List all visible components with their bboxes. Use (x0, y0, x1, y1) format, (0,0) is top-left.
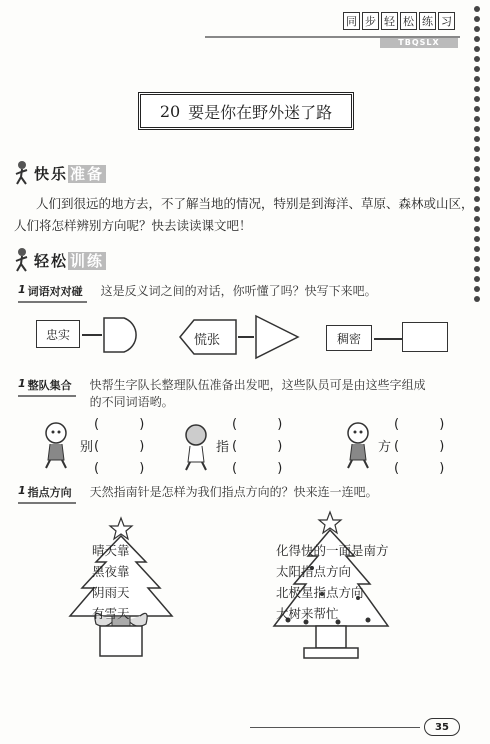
footer-rule (250, 727, 420, 728)
left-item-list (92, 540, 130, 624)
right-item[interactable]: 太阳指点方向 (276, 564, 352, 579)
header-sub-label: TBQSLX (380, 38, 458, 48)
answer-parens[interactable]: ( ) ( ) ( ) (394, 417, 463, 476)
q3-tag: 1 指点方向 (18, 484, 76, 504)
q1-tag: 1 词语对对碰 (18, 283, 87, 303)
answer-triangle[interactable] (254, 314, 300, 360)
section-label: 轻松 训练 (34, 251, 105, 270)
q2-header (18, 377, 426, 411)
series-char: 松 (400, 12, 417, 30)
left-item[interactable]: 晴天靠 (92, 543, 130, 558)
series-char: 轻 (381, 12, 398, 30)
answer-parens[interactable]: ( ) ( ) ( ) (94, 417, 163, 476)
lesson-number: 20 (159, 101, 181, 121)
word-box-zhongshi: 忠实 (36, 320, 80, 348)
answer-parens[interactable]: ( ) ( ) ( ) (232, 417, 301, 476)
q1-header (18, 283, 377, 303)
kid-figure-icon (180, 422, 212, 472)
char-bie: 别 (80, 440, 94, 455)
char-zhi: 指 (216, 440, 230, 455)
left-item[interactable]: 黑夜靠 (92, 564, 130, 579)
running-kid-icon (14, 247, 30, 273)
word-huangzhang: 慌张 (194, 333, 221, 348)
left-item[interactable]: 有雪天 (92, 606, 130, 621)
spiral-binding (470, 6, 484, 306)
q2-instructions: 快帮生字队长整理队伍准备出发吧，这些队员可是由这些字组成 的不同词语哟。 (89, 378, 426, 409)
q3-header (18, 484, 378, 504)
left-item[interactable]: 阴雨天 (92, 585, 130, 600)
section-label: 快乐 准备 (34, 164, 105, 183)
dash (238, 336, 254, 338)
series-char: 步 (362, 12, 379, 30)
section-easy-training (14, 247, 106, 273)
lesson-title (138, 92, 354, 130)
lesson-title-text: 要是你在野外迷了路 (188, 102, 333, 122)
q2-tag: 1 整队集合 (18, 377, 76, 397)
answer-box[interactable] (402, 322, 448, 352)
word-box-choumi: 稠密 (326, 325, 372, 351)
series-char: 练 (419, 12, 436, 30)
kid-figure-icon (40, 420, 72, 470)
right-item-list (276, 540, 389, 624)
section-happy-prep (14, 160, 106, 186)
q3-instructions: 天然指南针是怎样为我们指点方向的？快来连一连吧。 (89, 485, 378, 499)
dash (374, 338, 402, 340)
right-item[interactable]: 大树来帮忙 (276, 606, 339, 621)
right-item[interactable]: 化得快的一面是南方 (276, 543, 389, 558)
intro-paragraph: 人们到很远的地方去，不了解当地的情况，特别是到海洋、草原、森林或山区，人们将怎样辨别方向呢？快去读读课文吧！ (14, 196, 474, 233)
series-title (343, 12, 455, 30)
page-number: 35 (424, 718, 460, 736)
char-fang: 方 (378, 440, 392, 455)
right-item[interactable]: 北极星指点方向 (276, 585, 364, 600)
answer-semicircle[interactable] (102, 316, 148, 354)
running-kid-icon (14, 160, 30, 186)
q1-instructions: 这是反义词之间的对话，你听懂了吗？快写下来吧。 (100, 284, 377, 298)
kid-figure-icon (342, 420, 374, 470)
dash (82, 334, 102, 336)
series-char: 同 (343, 12, 360, 30)
series-char: 习 (438, 12, 455, 30)
